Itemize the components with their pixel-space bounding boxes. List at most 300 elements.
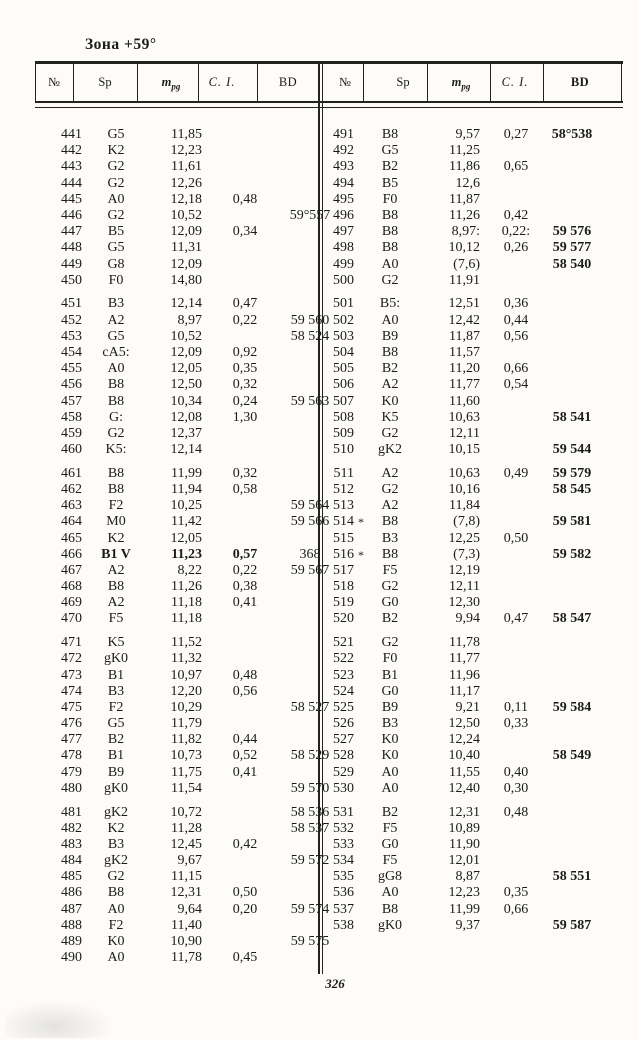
cell-number: 453 bbox=[61, 328, 82, 344]
cell-magnitude: 12,30 bbox=[448, 595, 480, 611]
cell-magnitude: 10,89 bbox=[448, 820, 480, 836]
cell-magnitude: 10,16 bbox=[448, 481, 480, 497]
table-row bbox=[322, 668, 638, 684]
cell-spectral-type: B1 bbox=[107, 667, 125, 683]
cell-magnitude: 11,96 bbox=[449, 667, 480, 683]
cell-spectral-type: G2 bbox=[107, 175, 125, 191]
cell-number: 500 bbox=[333, 272, 354, 288]
cell-spectral-type: gK2 bbox=[103, 804, 129, 820]
cell-magnitude: 10,63 bbox=[448, 465, 480, 481]
cell-color-index: 0,33 bbox=[503, 716, 529, 732]
cell-spectral-type: G0 bbox=[381, 595, 399, 611]
cell-number: 447 bbox=[61, 224, 82, 240]
cell-number: 460 bbox=[61, 442, 82, 458]
cell-magnitude: 10,34 bbox=[170, 393, 202, 409]
table-row bbox=[0, 635, 318, 651]
cell-magnitude: 10,52 bbox=[170, 328, 202, 344]
cell-magnitude: 12,14 bbox=[170, 296, 202, 312]
cell-number: 511 bbox=[333, 465, 354, 481]
cell-number: 527 bbox=[333, 732, 354, 748]
table-row bbox=[322, 498, 638, 514]
table-row bbox=[0, 393, 330, 410]
table-row bbox=[322, 224, 638, 240]
cell-magnitude: 12,08 bbox=[170, 409, 202, 425]
cell-number: 488 bbox=[61, 917, 82, 933]
table-row bbox=[322, 684, 638, 700]
cell-spectral-type: gK0 bbox=[103, 651, 129, 667]
table-row bbox=[0, 224, 318, 240]
cell-number: 461 bbox=[61, 465, 82, 481]
cell-color-index: 0,57 bbox=[232, 546, 258, 562]
cell-magnitude: 10,15 bbox=[448, 442, 480, 458]
row-group bbox=[322, 635, 638, 797]
cell-bd-number: 58 529 bbox=[290, 748, 330, 764]
table-row bbox=[322, 208, 638, 224]
cell-number: 534 bbox=[333, 853, 354, 869]
table-row bbox=[0, 143, 318, 159]
cell-number: 443 bbox=[61, 159, 82, 175]
cell-magnitude: 11,17 bbox=[449, 683, 480, 699]
header-separator bbox=[257, 63, 258, 101]
cell-bd-number: 368 bbox=[299, 546, 321, 562]
cell-number: 478 bbox=[61, 748, 82, 764]
cell-bd-number: 58°538 bbox=[551, 127, 593, 142]
table-row bbox=[0, 780, 330, 797]
table-row bbox=[0, 426, 318, 442]
table-right-half bbox=[322, 127, 638, 942]
cell-number: 536 bbox=[333, 885, 354, 901]
header-separator bbox=[490, 63, 491, 101]
row-group bbox=[322, 805, 638, 935]
cell-color-index: 0,38 bbox=[232, 579, 258, 595]
cell-magnitude: 10,97 bbox=[170, 667, 202, 683]
cell-spectral-type: K5: bbox=[105, 442, 127, 458]
column-header-ci: C. I. bbox=[208, 75, 236, 89]
table-row bbox=[0, 853, 330, 869]
cell-spectral-type: B1 bbox=[107, 748, 125, 764]
header-underline-thin bbox=[35, 107, 623, 108]
cell-spectral-type: B3 bbox=[107, 296, 125, 312]
table-row bbox=[0, 296, 318, 312]
cell-number: 518 bbox=[333, 579, 354, 595]
cell-bd-number: 58 545 bbox=[552, 481, 592, 497]
cell-magnitude: 10,29 bbox=[170, 699, 202, 715]
table-row bbox=[0, 328, 330, 345]
cell-spectral-type: A0 bbox=[381, 780, 399, 796]
cell-number: 506 bbox=[333, 377, 354, 393]
cell-number: 466 bbox=[61, 546, 82, 562]
cell-magnitude: 12,51 bbox=[448, 296, 480, 312]
cell-magnitude: 10,90 bbox=[170, 934, 202, 949]
cell-magnitude: 9,37 bbox=[455, 917, 480, 933]
cell-magnitude: 11,78 bbox=[449, 635, 480, 651]
cell-color-index: 0,22 bbox=[232, 312, 258, 328]
cell-magnitude: 9,21 bbox=[455, 699, 480, 715]
page-number: 326 bbox=[325, 976, 345, 991]
table-row bbox=[322, 563, 638, 579]
cell-spectral-type: B8 bbox=[381, 240, 399, 256]
cell-magnitude: 10,25 bbox=[170, 498, 202, 514]
cell-bd-number: 59 584 bbox=[552, 699, 592, 715]
cell-color-index: 0,54 bbox=[503, 377, 529, 393]
cell-number: 497 bbox=[333, 224, 354, 240]
cell-magnitude: 12,50 bbox=[170, 377, 202, 393]
cell-magnitude: 8,22 bbox=[177, 562, 202, 578]
table-row bbox=[0, 579, 318, 595]
cell-magnitude: 12,09 bbox=[170, 256, 202, 272]
header-separator bbox=[73, 63, 74, 101]
cell-magnitude: 12,6 bbox=[455, 175, 480, 191]
cell-magnitude: 11,40 bbox=[171, 917, 202, 933]
table-row bbox=[322, 176, 638, 192]
table-row bbox=[0, 732, 318, 748]
table-row bbox=[322, 257, 638, 273]
table-row bbox=[322, 273, 638, 289]
cell-magnitude: 11,18 bbox=[171, 595, 202, 611]
cell-color-index: 0,20 bbox=[232, 901, 258, 917]
row-group bbox=[322, 127, 638, 289]
cell-spectral-type: G5 bbox=[107, 328, 125, 344]
table-row bbox=[322, 918, 638, 934]
table-row bbox=[322, 595, 638, 611]
cell-number: 452 bbox=[61, 312, 82, 328]
header-separator bbox=[35, 61, 36, 101]
row-group bbox=[0, 635, 330, 797]
cell-number: 493 bbox=[333, 159, 354, 175]
cell-magnitude: 11,55 bbox=[449, 764, 480, 780]
table-row bbox=[322, 466, 638, 482]
header-separator bbox=[543, 63, 544, 101]
table-row bbox=[0, 127, 318, 143]
table-row bbox=[322, 781, 638, 797]
cell-magnitude: 12,31 bbox=[170, 885, 202, 901]
cell-color-index: 0,47 bbox=[232, 296, 258, 312]
cell-bd-number: 58 547 bbox=[552, 611, 592, 627]
cell-spectral-type: B2 bbox=[381, 804, 399, 820]
column-header-mpg bbox=[162, 72, 181, 92]
cell-bd-number: 59 572 bbox=[290, 853, 330, 869]
table-row bbox=[322, 716, 638, 732]
cell-magnitude: 10,63 bbox=[448, 409, 480, 425]
cell-spectral-type: A0 bbox=[107, 950, 125, 966]
table-row bbox=[322, 869, 638, 885]
table-row bbox=[322, 651, 638, 667]
cell-number: 451 bbox=[61, 296, 82, 312]
cell-spectral-type: G2 bbox=[381, 579, 399, 595]
cell-spectral-type: B2 bbox=[381, 361, 399, 377]
table-row bbox=[0, 748, 330, 764]
row-group bbox=[0, 296, 330, 458]
table-row bbox=[0, 207, 331, 224]
cell-magnitude: 11,15 bbox=[171, 869, 202, 885]
cell-color-index: 0,65 bbox=[503, 159, 529, 175]
cell-number: 538 bbox=[333, 917, 354, 933]
cell-magnitude: 9,57 bbox=[455, 127, 480, 142]
cell-number: 470 bbox=[61, 611, 82, 627]
cell-spectral-type: F2 bbox=[108, 498, 124, 514]
cell-number: 523 bbox=[333, 667, 354, 683]
cell-spectral-type: G2 bbox=[107, 869, 125, 885]
cell-spectral-type: A0 bbox=[381, 764, 399, 780]
cell-spectral-type: B8 bbox=[381, 901, 399, 917]
cell-color-index: 0,92 bbox=[232, 344, 258, 360]
cell-bd-number: 58 537 bbox=[290, 820, 330, 836]
table-row bbox=[322, 885, 638, 901]
cell-spectral-type: gK2 bbox=[103, 853, 129, 869]
cell-magnitude: 11,79 bbox=[171, 716, 202, 732]
cell-magnitude: 11,54 bbox=[171, 780, 202, 796]
cell-spectral-type: G2 bbox=[107, 207, 125, 223]
cell-spectral-type: B9 bbox=[381, 699, 399, 715]
cell-magnitude: 10,40 bbox=[448, 748, 480, 764]
cell-color-index: 0,48 bbox=[232, 667, 258, 683]
table-row bbox=[0, 668, 318, 684]
table-row bbox=[0, 804, 330, 821]
cell-magnitude: 12,23 bbox=[170, 143, 202, 159]
table-row bbox=[322, 361, 638, 377]
cell-spectral-type: A0 bbox=[381, 312, 399, 328]
cell-magnitude: 12,18 bbox=[170, 191, 202, 207]
table-row bbox=[322, 127, 638, 143]
column-header-bd: BD bbox=[278, 75, 298, 89]
table-row bbox=[322, 240, 638, 256]
cell-spectral-type: B8 bbox=[107, 377, 125, 393]
cell-spectral-type: F5 bbox=[108, 611, 124, 627]
table-row bbox=[0, 176, 318, 192]
table-row bbox=[322, 821, 638, 837]
cell-number: 464 bbox=[61, 514, 82, 530]
cell-number: 483 bbox=[61, 836, 82, 852]
cell-spectral-type: G2 bbox=[107, 425, 125, 441]
cell-spectral-type: B3 bbox=[107, 683, 125, 699]
cell-number: 533 bbox=[333, 836, 354, 852]
cell-magnitude: 8,87 bbox=[455, 869, 480, 885]
cell-magnitude: 12,14 bbox=[170, 442, 202, 458]
cell-color-index: 0,41 bbox=[232, 764, 258, 780]
cell-color-index: 0,48 bbox=[503, 804, 529, 820]
cell-spectral-type: G5 bbox=[107, 127, 125, 142]
cell-magnitude: 11,61 bbox=[171, 159, 202, 175]
cell-magnitude: 12,20 bbox=[170, 683, 202, 699]
table-row bbox=[0, 361, 318, 377]
cell-magnitude: 11,91 bbox=[449, 272, 480, 288]
cell-magnitude: 11,26 bbox=[449, 207, 480, 223]
header-separator bbox=[363, 63, 364, 101]
cell-number: 471 bbox=[61, 635, 82, 651]
cell-bd-number: 59 577 bbox=[552, 240, 592, 256]
cell-color-index: 0,26 bbox=[503, 240, 529, 256]
cell-magnitude: 14,80 bbox=[170, 272, 202, 288]
cell-color-index: 0,32 bbox=[232, 465, 258, 481]
cell-magnitude: 11,42 bbox=[171, 514, 202, 530]
cell-spectral-type: B8 bbox=[107, 393, 125, 409]
cell-spectral-type: B3 bbox=[107, 836, 125, 852]
table-row bbox=[0, 918, 318, 934]
table-row bbox=[322, 732, 638, 748]
cell-spectral-type: B1 V bbox=[101, 546, 131, 562]
cell-spectral-type: M0 bbox=[106, 514, 126, 530]
cell-color-index: 0,35 bbox=[503, 885, 529, 901]
cell-spectral-type: K2 bbox=[107, 820, 125, 836]
cell-spectral-type: K2 bbox=[107, 530, 125, 546]
cell-bd-number: 58 536 bbox=[290, 804, 330, 820]
cell-number: 486 bbox=[61, 885, 82, 901]
table-row bbox=[0, 869, 318, 885]
cell-color-index: 0,49 bbox=[503, 465, 529, 481]
cell-spectral-type: F5 bbox=[382, 820, 398, 836]
cell-color-index: 0,47 bbox=[503, 611, 529, 627]
table-row bbox=[0, 837, 318, 853]
cell-number: 469 bbox=[61, 595, 82, 611]
cell-number: 456 bbox=[61, 377, 82, 393]
cell-magnitude: 10,12 bbox=[448, 240, 480, 256]
table-row bbox=[0, 885, 318, 901]
cell-color-index: 0,56 bbox=[503, 328, 529, 344]
table-row bbox=[322, 579, 638, 595]
table-row bbox=[0, 684, 318, 700]
cell-spectral-type: B2 bbox=[381, 159, 399, 175]
cell-magnitude: 11,60 bbox=[449, 393, 480, 409]
cell-magnitude: (7,6) bbox=[453, 256, 480, 272]
table-row bbox=[0, 273, 318, 289]
note-asterisk: * bbox=[358, 515, 364, 530]
cell-spectral-type: F0 bbox=[382, 651, 398, 667]
cell-magnitude: 11,99 bbox=[171, 465, 202, 481]
table-row bbox=[0, 442, 318, 458]
cell-spectral-type: A0 bbox=[381, 885, 399, 901]
cell-color-index: 0,56 bbox=[232, 683, 258, 699]
table-row bbox=[322, 611, 638, 627]
cell-number: 487 bbox=[61, 901, 82, 917]
cell-number: 449 bbox=[61, 256, 82, 272]
cell-spectral-type: K5 bbox=[107, 635, 125, 651]
cell-number: 468 bbox=[61, 579, 82, 595]
cell-magnitude: 11,86 bbox=[449, 159, 480, 175]
header-underline bbox=[35, 101, 623, 103]
cell-number: 459 bbox=[61, 425, 82, 441]
row-group bbox=[322, 466, 638, 628]
table-row bbox=[0, 595, 318, 611]
cell-number: 462 bbox=[61, 481, 82, 497]
cell-magnitude: 11,25 bbox=[449, 143, 480, 159]
cell-magnitude: 11,85 bbox=[171, 127, 202, 142]
cell-spectral-type: G8 bbox=[107, 256, 125, 272]
cell-magnitude: 10,52 bbox=[170, 207, 202, 223]
cell-magnitude: 11,20 bbox=[449, 361, 480, 377]
cell-spectral-type: F5 bbox=[382, 562, 398, 578]
mpg-symbol: m bbox=[451, 75, 462, 89]
cell-magnitude: 11,99 bbox=[449, 901, 480, 917]
cell-color-index: 0,32 bbox=[232, 377, 258, 393]
cell-spectral-type: B8 bbox=[381, 344, 399, 360]
column-header-ci: C. I. bbox=[501, 75, 529, 89]
cell-spectral-type: B8 bbox=[107, 579, 125, 595]
cell-color-index: 0,27 bbox=[503, 127, 529, 142]
cell-spectral-type: A2 bbox=[107, 562, 125, 578]
cell-spectral-type: A0 bbox=[107, 901, 125, 917]
cell-spectral-type: K0 bbox=[381, 748, 399, 764]
cell-spectral-type: B1 bbox=[381, 667, 399, 683]
cell-spectral-type: G5 bbox=[381, 143, 399, 159]
table-row bbox=[0, 820, 330, 837]
cell-magnitude: 12,09 bbox=[170, 344, 202, 360]
cell-magnitude: 11,75 bbox=[171, 764, 202, 780]
row-group bbox=[0, 804, 330, 967]
column-header-mpg bbox=[452, 72, 471, 92]
header-separator bbox=[427, 63, 428, 101]
table-row bbox=[322, 547, 638, 563]
cell-bd-number: 59 567 bbox=[290, 562, 330, 578]
cell-spectral-type: G0 bbox=[381, 683, 399, 699]
cell-color-index: 0,34 bbox=[232, 224, 258, 240]
table-row bbox=[322, 394, 638, 410]
cell-spectral-type: B8 bbox=[381, 127, 399, 142]
cell-magnitude: 12,26 bbox=[170, 175, 202, 191]
cell-magnitude: 11,84 bbox=[449, 498, 480, 514]
table-row bbox=[0, 901, 330, 918]
cell-spectral-type: B8 bbox=[107, 465, 125, 481]
cell-number: 494 bbox=[333, 175, 354, 191]
cell-magnitude: 11,23 bbox=[171, 546, 202, 562]
cell-number: 457 bbox=[61, 393, 82, 409]
cell-spectral-type: G0 bbox=[381, 836, 399, 852]
cell-magnitude: 11,28 bbox=[171, 820, 202, 836]
cell-bd-number: 58 549 bbox=[552, 748, 592, 764]
cell-magnitude: 11,87 bbox=[449, 328, 480, 344]
cell-spectral-type: A0 bbox=[107, 191, 125, 207]
table-row bbox=[322, 143, 638, 159]
cell-number: 482 bbox=[61, 820, 82, 836]
cell-spectral-type: B2 bbox=[107, 732, 125, 748]
mpg-symbol: m bbox=[161, 75, 172, 89]
cell-spectral-type: A2 bbox=[107, 595, 125, 611]
table-row bbox=[322, 442, 638, 458]
cell-spectral-type: A0 bbox=[107, 361, 125, 377]
cell-spectral-type: B5 bbox=[381, 175, 399, 191]
cell-bd-number: 59 579 bbox=[552, 465, 592, 481]
cell-magnitude: 12,11 bbox=[449, 579, 480, 595]
cell-number: 491 bbox=[333, 127, 354, 142]
cell-number: 535 bbox=[333, 869, 354, 885]
cell-number: 474 bbox=[61, 683, 82, 699]
cell-number: 532 bbox=[333, 820, 354, 836]
cell-color-index: 0,24 bbox=[232, 393, 258, 409]
cell-magnitude: 12,25 bbox=[448, 530, 480, 546]
cell-number: 492 bbox=[333, 143, 354, 159]
cell-number: 525 bbox=[333, 699, 354, 715]
cell-spectral-type: G: bbox=[109, 409, 123, 425]
cell-number: 476 bbox=[61, 716, 82, 732]
cell-number: 495 bbox=[333, 191, 354, 207]
table-row bbox=[0, 159, 318, 175]
table-row bbox=[322, 296, 638, 312]
cell-bd-number: 58 551 bbox=[552, 869, 592, 885]
cell-spectral-type: G5 bbox=[107, 240, 125, 256]
cell-spectral-type: gK2 bbox=[377, 442, 403, 458]
cell-number: 526 bbox=[333, 716, 354, 732]
cell-color-index: 0,44 bbox=[232, 732, 258, 748]
cell-magnitude: 11,57 bbox=[449, 344, 480, 360]
cell-magnitude: 12,42 bbox=[448, 312, 480, 328]
table-row bbox=[322, 377, 638, 393]
cell-number: 480 bbox=[61, 780, 82, 796]
cell-spectral-type: A2 bbox=[107, 312, 125, 328]
cell-bd-number: 59 575 bbox=[290, 934, 330, 949]
cell-number: 473 bbox=[61, 667, 82, 683]
cell-magnitude: 8,97: bbox=[451, 224, 480, 240]
table-row bbox=[0, 531, 318, 547]
cell-number: 446 bbox=[61, 207, 82, 223]
